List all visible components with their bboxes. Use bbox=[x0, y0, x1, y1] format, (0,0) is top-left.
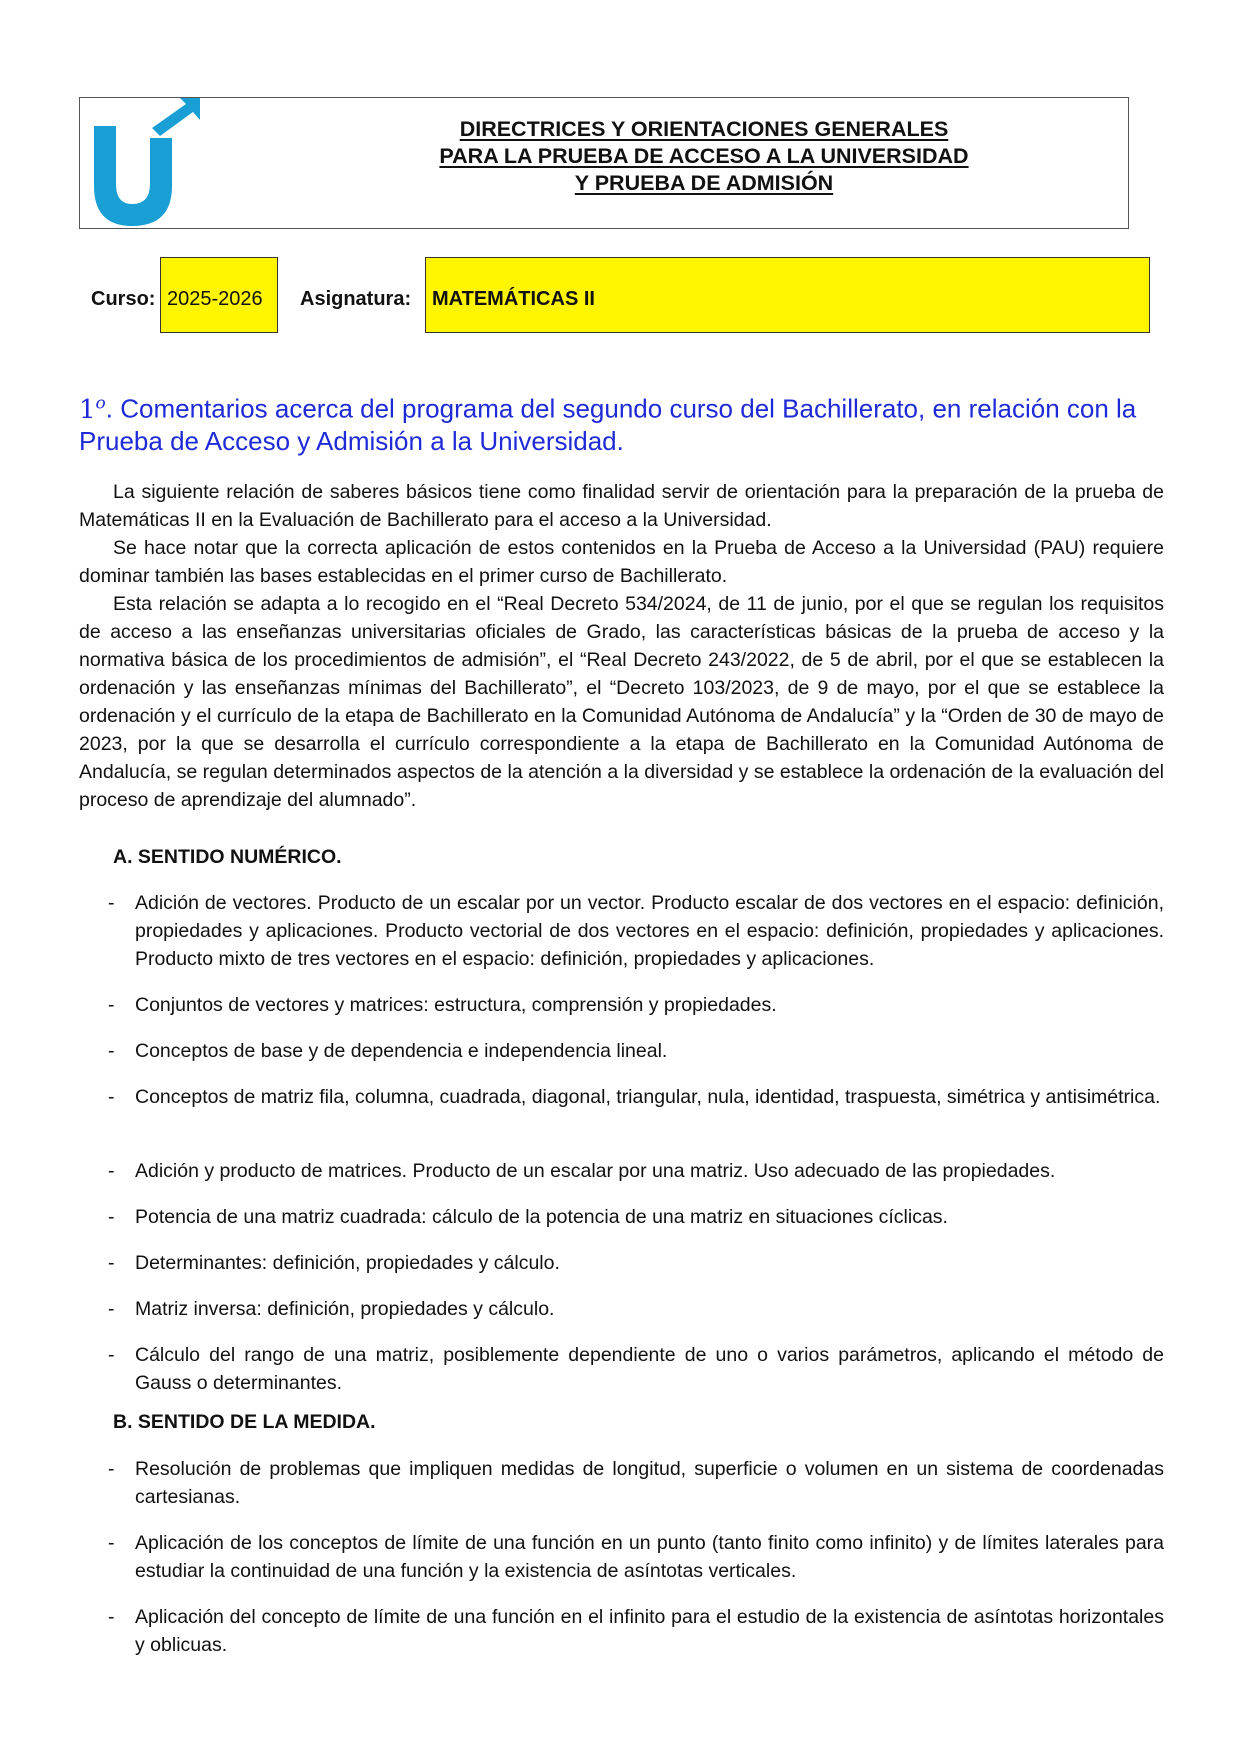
curso-value: 2025-2026 bbox=[167, 288, 263, 310]
list-item: - Adición de vectores. Producto de un escalar por un vector. Producto escalar de dos vectores en el espacio: definición, propiedades y aplicaciones. Producto vectorial de dos vectores en el espacio: definición, propiedades y aplicaciones. Producto mixto de tres vectores en el espacio: definición, propiedades y aplicaciones. bbox=[108, 892, 1164, 970]
list-item: - Aplicación del concepto de límite de una función en el infinito para el estudio de la existencia de asíntotas horizontales y oblicuas. bbox=[108, 1606, 1164, 1656]
heading-sentido-numerico: A. SENTIDO NUMÉRICO. bbox=[113, 846, 342, 868]
list-item: - Conceptos de matriz fila, columna, cuadrada, diagonal, triangular, nula, identidad, traspuesta, simétrica y antisimétrica. bbox=[108, 1086, 1161, 1108]
curso-field bbox=[160, 257, 278, 333]
list-item: - Cálculo del rango de una matriz, posiblemente dependiente de uno o varios parámetros, aplicando el método de Gauss o determinantes. bbox=[108, 1344, 1164, 1394]
document-title bbox=[280, 116, 1128, 197]
paragraph-1: La siguiente relación de saberes básicos tiene como finalidad servir de orientación para la preparación de la prueba de Matemáticas II en la Evaluación de Bachillerato para el acceso a la Universidad. bbox=[79, 481, 1164, 531]
curso-label: Curso: bbox=[91, 288, 156, 310]
header-box bbox=[79, 97, 1129, 229]
title-line-1: DIRECTRICES Y ORIENTACIONES GENERALES bbox=[459, 117, 949, 141]
paragraph-2: Se hace notar que la correcta aplicación de estos contenidos en la Prueba de Acceso a la Universidad (PAU) requiere dominar también las bases establecidas en el primer curso de Bachillerato. bbox=[79, 537, 1164, 587]
title-line-2: PARA LA PRUEBA DE ACCESO A LA UNIVERSIDAD bbox=[439, 144, 969, 168]
title-line-3: Y PRUEBA DE ADMISIÓN bbox=[574, 171, 834, 195]
section-title-text: . Comentarios acerca del programa del segundo curso del Bachillerato, en relación con la Prueba de Acceso y Admisión a la Universidad. bbox=[79, 393, 1137, 456]
asignatura-field bbox=[425, 257, 1150, 333]
list-item: - Resolución de problemas que impliquen medidas de longitud, superficie o volumen en un sistema de coordenadas cartesianas. bbox=[108, 1458, 1164, 1508]
list-item: - Determinantes: definición, propiedades y cálculo. bbox=[108, 1252, 560, 1274]
heading-sentido-medida: B. SENTIDO DE LA MEDIDA. bbox=[113, 1411, 376, 1433]
course-subject-row bbox=[0, 257, 1241, 333]
list-item: - Conjuntos de vectores y matrices: estructura, comprensión y propiedades. bbox=[108, 994, 777, 1016]
asignatura-label: Asignatura: bbox=[300, 288, 412, 310]
section-1-title bbox=[79, 388, 1164, 457]
list-item: - Aplicación de los conceptos de límite de una función en un punto (tanto finito como infinito) y de límites laterales para estudiar la continuidad de una función y la existencia de asíntotas verticales. bbox=[108, 1532, 1164, 1582]
list-item: - Potencia de una matriz cuadrada: cálculo de la potencia de una matriz en situaciones cíclicas. bbox=[108, 1206, 948, 1228]
paragraph-3: Esta relación se adapta a lo recogido en el “Real Decreto 534/2024, de 11 de junio, por el que se regulan los requisitos de acceso a las enseñanzas universitarias oficiales de Grado, las características básicas de la prueba de acceso y la normativa básica de los procedimientos de admisión”, el “Real Decreto 243/2022, de 5 de abril, por el que se establecen la ordenación y las enseñanzas mínimas del Bachillerato”, el “Decreto 103/2023, de 9 de mayo, por el que se establece la ordenación y el currículo de la etapa de Bachillerato en la Comunidad Autónoma de Andalucía” y la “Orden de 30 de mayo de 2023, por la que se desarrolla el currículo correspondiente a la etapa de Bachillerato en la Comunidad Autónoma de Andalucía, se regulan determinados aspectos de la atención a la diversidad y se establece la ordenación de la evaluación del proceso de aprendizaje del alumnado”. bbox=[79, 593, 1164, 811]
list-item: - Matriz inversa: definición, propiedades y cálculo. bbox=[108, 1298, 555, 1320]
list-item: - Conceptos de base y de dependencia e independencia lineal. bbox=[108, 1040, 668, 1062]
asignatura-value: MATEMÁTICAS II bbox=[432, 288, 595, 310]
section-number: 1$^o$ bbox=[79, 393, 106, 425]
university-u-logo-icon bbox=[90, 98, 200, 230]
list-item: - Adición y producto de matrices. Producto de un escalar por una matriz. Uso adecuado de las propiedades. bbox=[108, 1160, 1056, 1182]
intro-text bbox=[79, 478, 1164, 814]
